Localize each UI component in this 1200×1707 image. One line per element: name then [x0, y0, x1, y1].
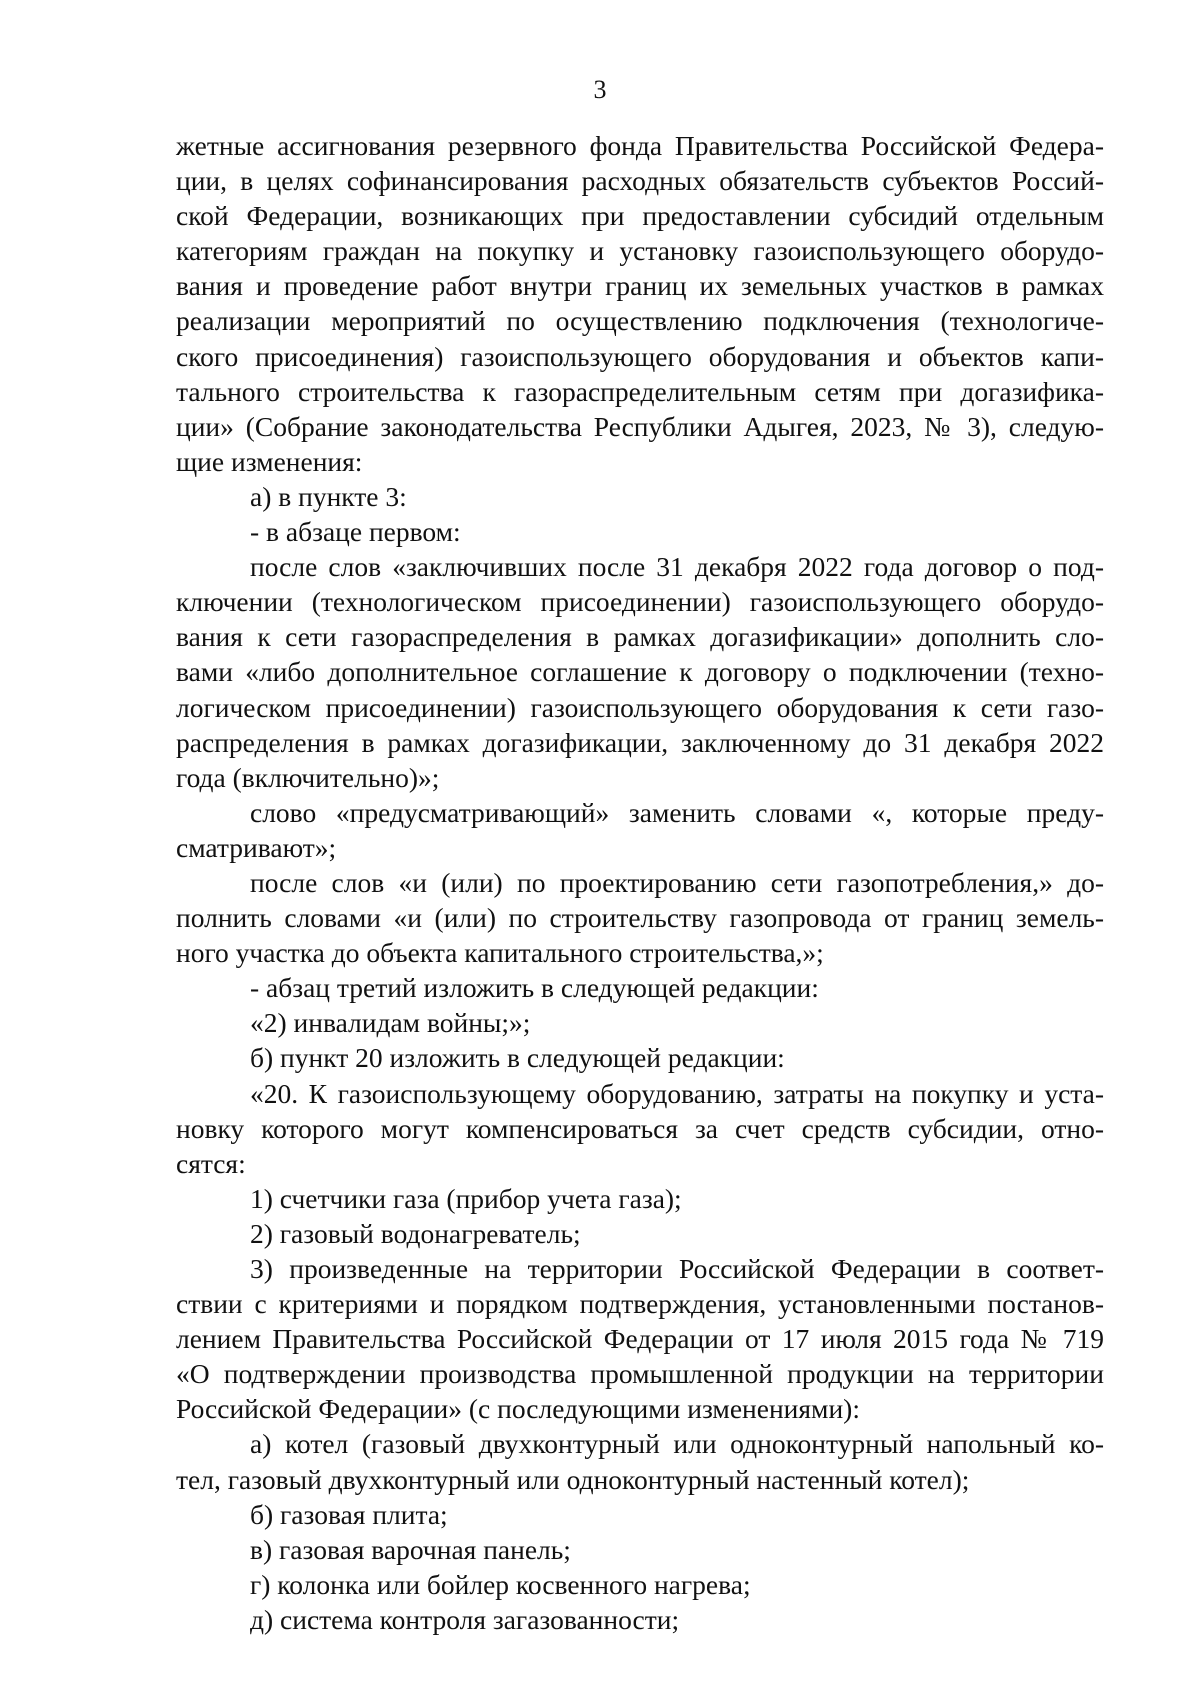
text-line: б) газовая плита;	[250, 1498, 448, 1530]
text-line: логическом присоединении) газоиспользующего оборудования к сети газо-	[176, 691, 1104, 723]
text-line: ской Федерации, возникающих при предоставлении субсидий отдельным	[176, 200, 1104, 232]
text-line: б) пункт 20 изложить в следующей редакции:	[250, 1042, 785, 1074]
text-line: жетные ассигнования резервного фонда Правительства Российской Федера-	[176, 130, 1104, 161]
text-line: 3) произведенные на территории Российской Федерации в соответ-	[250, 1253, 1104, 1284]
text-line: 2) газовый водонагреватель;	[250, 1217, 581, 1249]
document-body	[176, 128, 1104, 1637]
text-line: ствии с критериями и порядком подтверждения, установленными постанов-	[176, 1288, 1104, 1320]
text-line: лением Правительства Российской Федерации от 17 июля 2015 года № 719	[176, 1323, 1104, 1355]
text-line: вания и проведение работ внутри границ их земельных участков в рамках	[176, 270, 1104, 302]
page-number: 3	[593, 75, 607, 104]
text-line: слово «предусматривающий» заменить словами «, которые преду-	[250, 796, 1104, 828]
text-line: после слов «заключивших после 31 декабря 2022 года договор о под-	[250, 551, 1104, 583]
text-line: Российской Федерации» (с последующими изменениями):	[176, 1393, 860, 1425]
text-line: «2) инвалидам войны;»;	[250, 1007, 531, 1039]
text-line: вания к сети газораспределения в рамках догазификации» дополнить сло-	[176, 621, 1104, 653]
text-line: в) газовая варочная панель;	[250, 1533, 571, 1565]
text-line: ции» (Собрание законодательства Республики Адыгея, 2023, № 3), следую-	[176, 410, 1104, 442]
text-line: ского присоединения) газоиспользующего оборудования и объектов капи-	[176, 340, 1104, 372]
text-line: - в абзаце первом:	[250, 516, 461, 548]
text-line: а) в пункте 3:	[250, 480, 407, 512]
text-line: после слов «и (или) по проектированию сети газопотребления,» до-	[250, 866, 1104, 898]
text-line: новку которого могут компенсироваться за счет средств субсидии, отно-	[176, 1112, 1104, 1144]
text-line: тел, газовый двухконтурный или одноконтурный настенный котел);	[176, 1463, 970, 1495]
text-line: ного участка до объекта капитального строительства,»;	[176, 937, 824, 969]
text-line: 1) счетчики газа (прибор учета газа);	[250, 1182, 682, 1214]
text-line: сятся:	[176, 1147, 246, 1179]
text-line: ции, в целях софинансирования расходных обязательств субъектов Россий-	[176, 165, 1104, 197]
text-line: г) колонка или бойлер косвенного нагрева;	[250, 1568, 751, 1600]
text-line: полнить словами «и (или) по строительству газопровода от границ земель-	[176, 902, 1104, 934]
text-line: а) котел (газовый двухконтурный или одноконтурный напольный ко-	[250, 1428, 1104, 1460]
text-line: распределения в рамках догазификации, заключенному до 31 декабря 2022	[176, 726, 1104, 758]
text-line: категориям граждан на покупку и установку газоиспользующего оборудо-	[176, 235, 1104, 267]
text-line: - абзац третий изложить в следующей редакции:	[250, 972, 819, 1004]
text-line: сматривают»;	[176, 831, 337, 863]
text-line: ключении (технологическом присоединении) газоиспользующего оборудо-	[176, 586, 1104, 618]
text-line: реализации мероприятий по осуществлению подключения (технологиче-	[176, 305, 1104, 337]
text-line: тального строительства к газораспределительным сетям при догазифика-	[176, 375, 1104, 407]
text-line: вами «либо дополнительное соглашение к договору о подключении (техно-	[176, 656, 1104, 688]
text-line: щие изменения:	[176, 445, 363, 477]
text-line: д) система контроля загазованности;	[250, 1603, 680, 1635]
text-line: года (включительно)»;	[176, 761, 440, 793]
text-line: «20. К газоиспользующему оборудованию, затраты на покупку и уста-	[250, 1077, 1104, 1109]
text-line: «О подтверждении производства промышленной продукции на территории	[176, 1358, 1104, 1390]
